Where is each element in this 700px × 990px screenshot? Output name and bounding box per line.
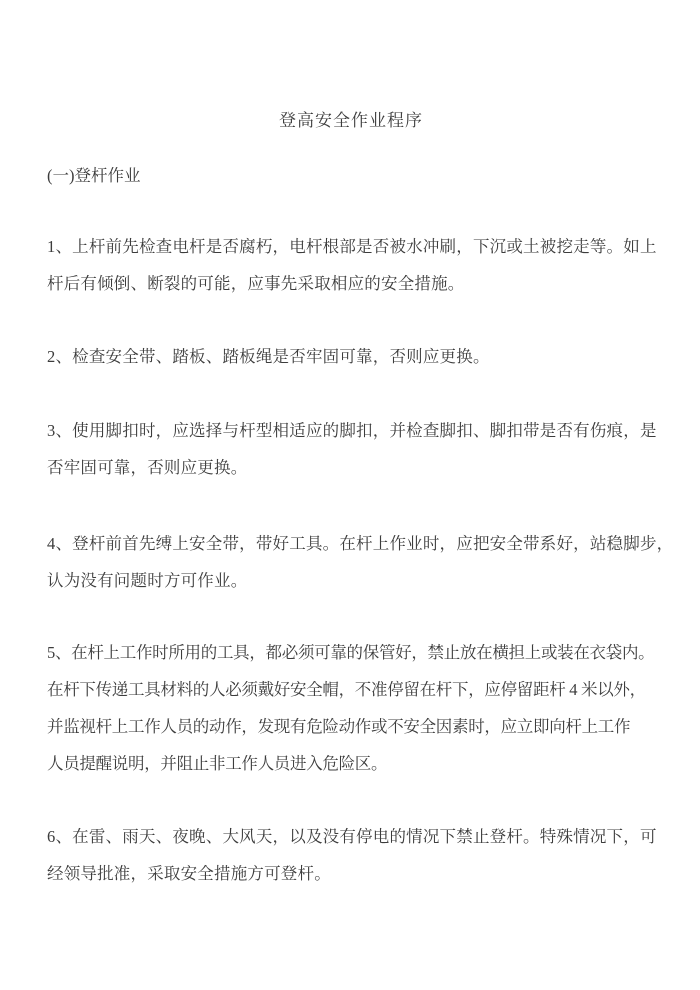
text-line: 5、在杆上工作时所用的工具，都必须可靠的保管好，禁止放在横担上或装在衣袋内。: [47, 643, 655, 662]
text-line: 认为没有问题时方可作业。: [47, 571, 248, 590]
text-line: 2、检查安全带、踏板、踏板绳是否牢固可靠，否则应更换。: [47, 347, 490, 366]
section-heading: (一)登杆作业: [47, 166, 141, 185]
text-line: 并监视杆上工作人员的动作，发现有危险动作或不安全因素时，应立即向杆上工作: [47, 717, 631, 736]
paragraph-6: [47, 818, 655, 892]
paragraph-1: [47, 228, 655, 302]
text-line: 杆后有倾倒、断裂的可能，应事先采取相应的安全措施。: [47, 274, 465, 293]
text-line: 3、使用脚扣时，应选择与杆型相适应的脚扣，并检查脚扣、脚扣带是否有伤痕，是: [47, 421, 657, 440]
paragraph-4: [47, 525, 674, 599]
paragraph-5: [47, 634, 655, 782]
paragraph-2: [47, 338, 655, 375]
document-title: 登高安全作业程序: [279, 111, 423, 130]
text-line: 在杆下传递工具材料的人必须戴好安全帽，不准停留在杆下，应停留距杆 4 米以外，: [47, 680, 646, 699]
paragraph-3: [47, 412, 655, 486]
text-line: 人员提醒说明，并阻止非工作人员进入危险区。: [47, 754, 388, 773]
text-line: 6、在雷、雨天、夜晚、大风天，以及没有停电的情况下禁止登杆。特殊情况下，可: [47, 827, 657, 846]
text-line: 1、上杆前先检查电杆是否腐朽，电杆根部是否被水冲刷，下沉或土被挖走等。如上: [47, 237, 657, 256]
text-line: 否牢固可靠，否则应更换。: [47, 458, 248, 477]
text-line: 4、登杆前首先缚上安全带，带好工具。在杆上作业时，应把安全带系好，站稳脚步，: [47, 534, 674, 553]
text-line: 经领导批准，采取安全措施方可登杆。: [47, 864, 331, 883]
